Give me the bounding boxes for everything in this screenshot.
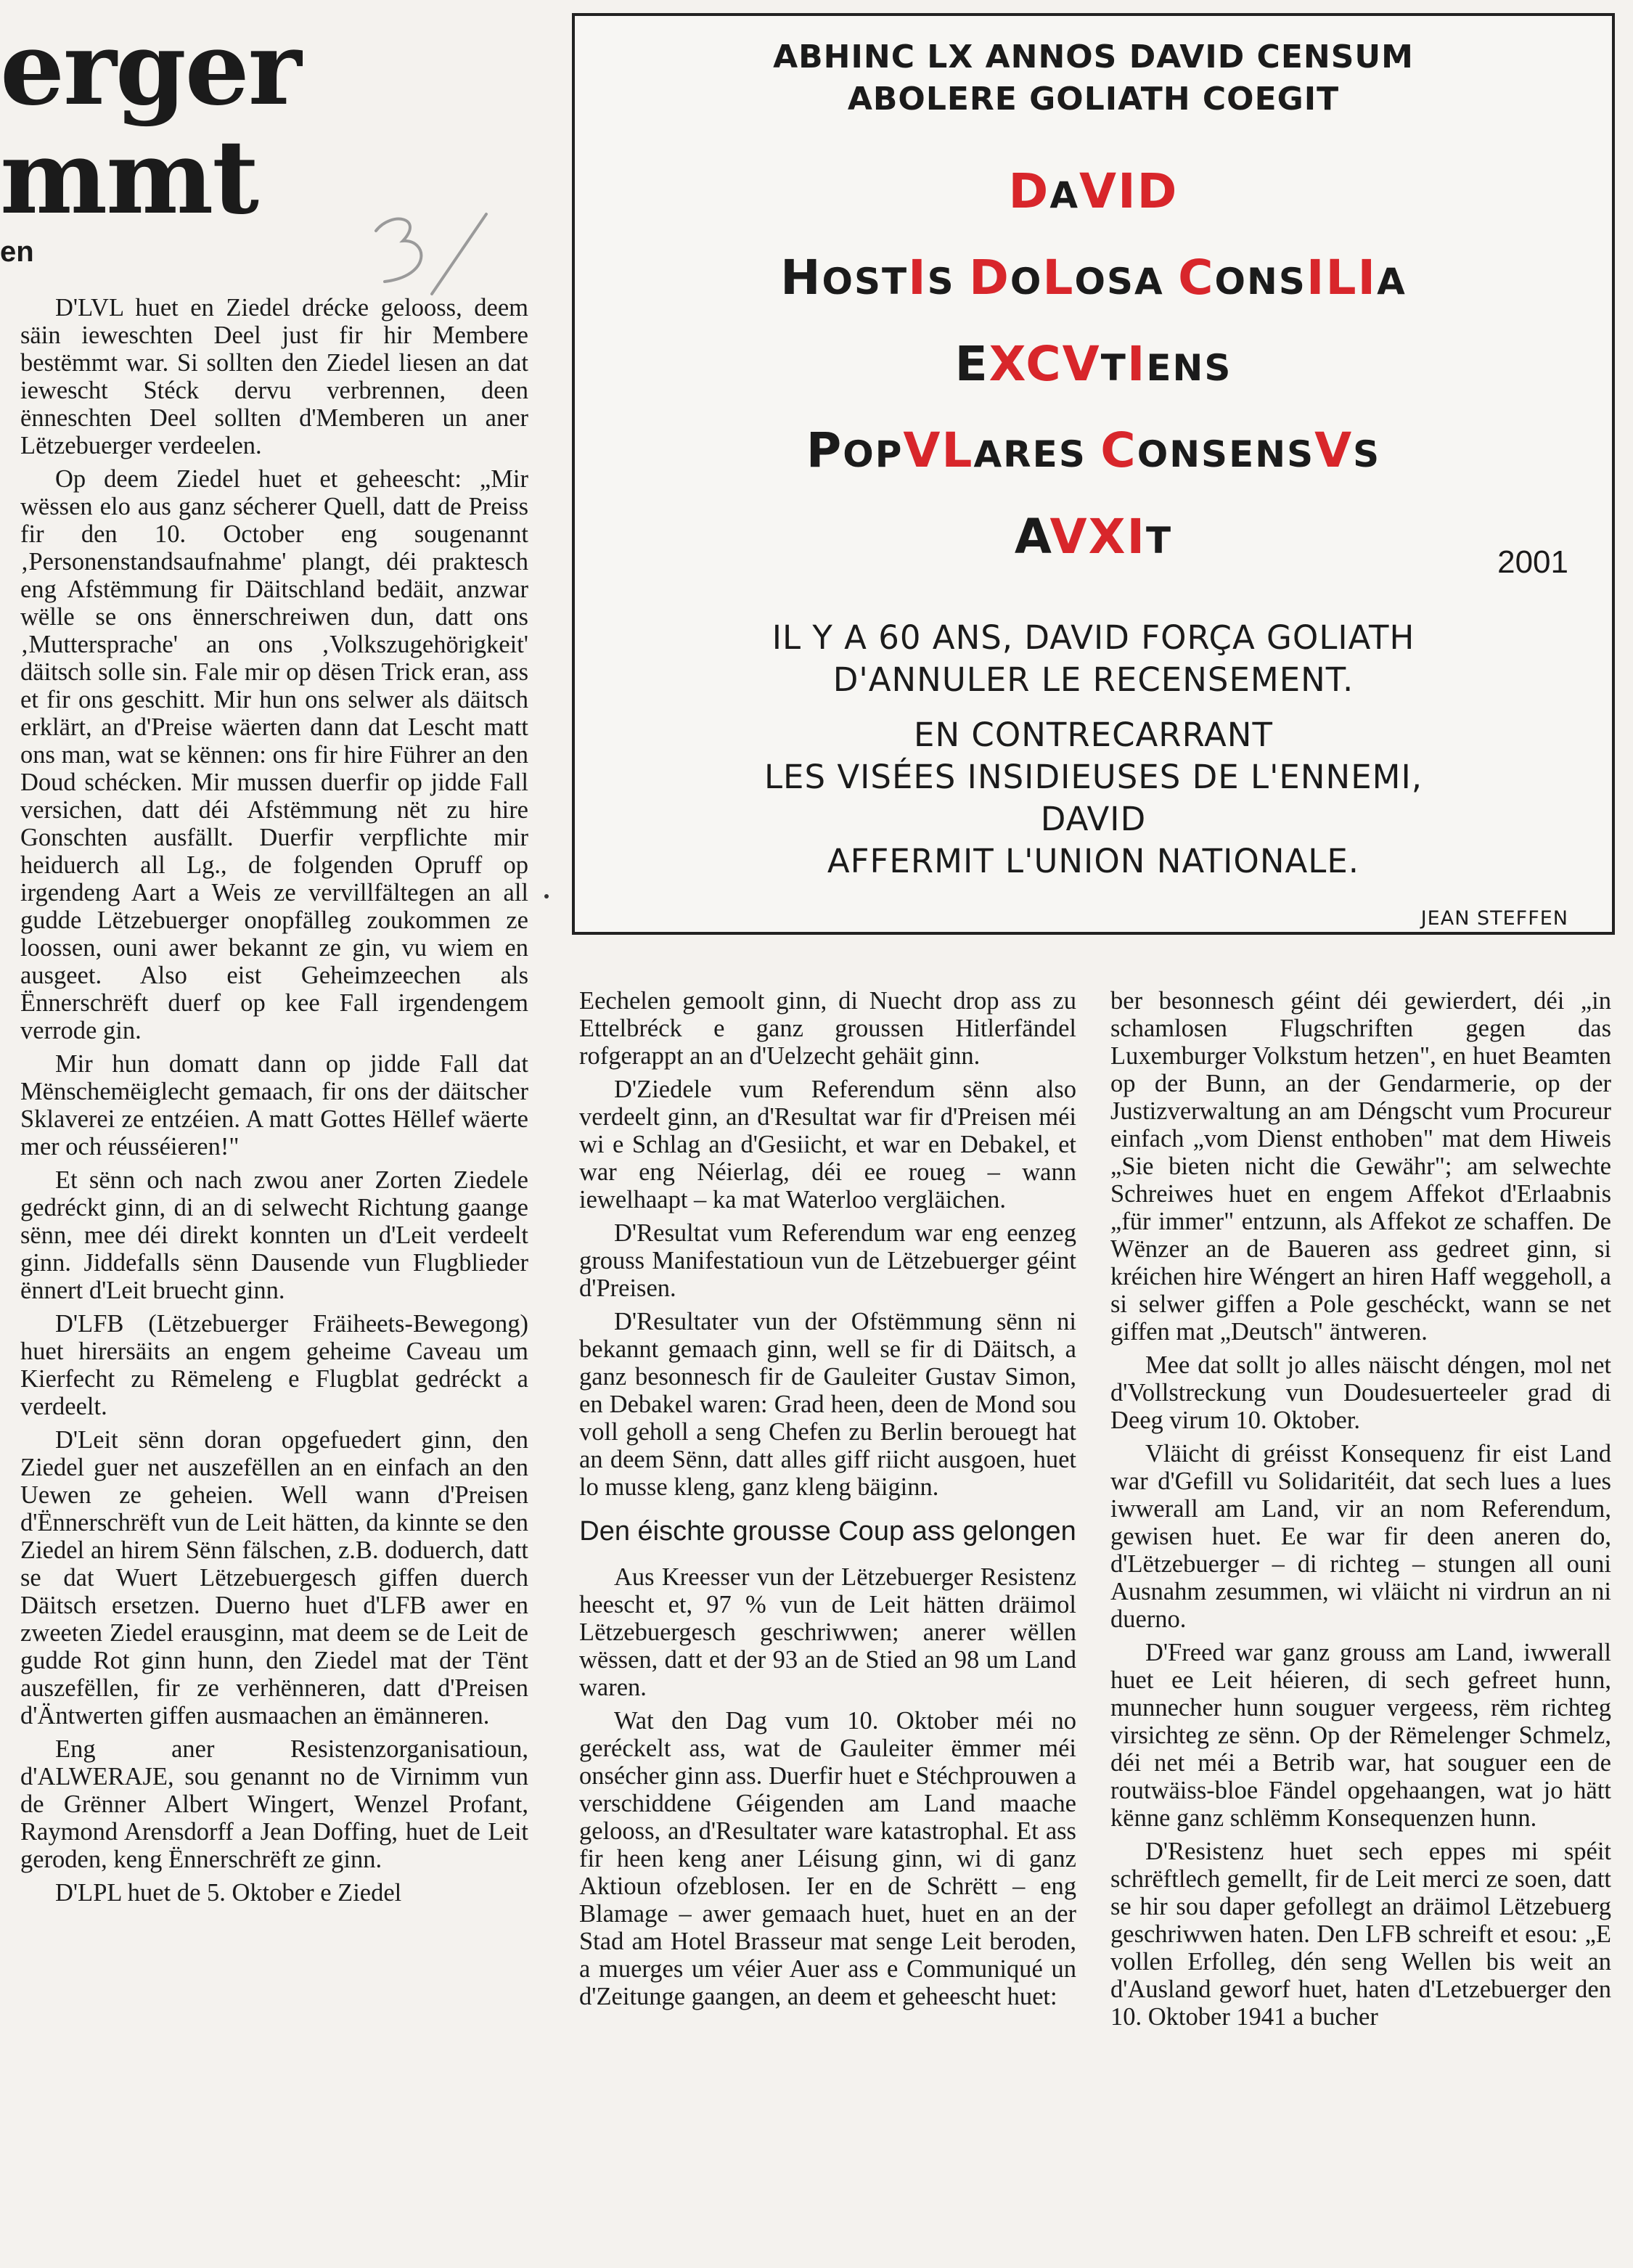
paragraph: Aus Kreesser vun der Lëtzebuerger Resistenz heescht et, 97 % vun de Leit hätten dräimol Lëtzebuergesch geschriwwen; anerer wëllen wëssen, datt et der 93 an de Stied an 98 um Land waren.	[579, 1563, 1076, 1701]
french-line: AFFERMIT L'UNION NATIONALE.	[827, 842, 1360, 880]
author: JEAN STEFFEN	[1420, 907, 1568, 930]
acrostic-line: POPVLARES CONSENSVS	[806, 422, 1381, 478]
paragraph: Eng aner Resistenzorganisatioun, d'ALWERAJE, sou genannt no de Virnimm vun de Grënner Albert Wingert, Wenzel Profant, Raymond Arensdorff a Jean Doffing, huet de Leit geroden, keng Ënnerschrëft ze ginn.	[20, 1735, 528, 1873]
paragraph: Op deem Ziedel huet et geheescht: „Mir wëssen elo aus ganz sécherer Quell, datt de Preiss fir den 10. October eng sougenannt ‚Personenstandsaufnahme' plangt, déi praktesch eng Afstëmmung fir Däitschland bedäit, anzwar wëlle se ons ënnerschreiwen dun, datt ons ‚Muttersprache' an ons ‚Volkszugehörigkeit' däitsch solle sin. Fale mir op dësen Trick eran, ass et fir ons geschitt. Mir hun ons selwer als däitsch erklärt, an d'Preise wäerten dann dat Lescht matt ons man, wat se kënnen: ons fir hire Führer an den Doud schécken. Mir mussen duerfir op jidde Fall versichen, datt déi Afstëmmung nët zu hire Gonschten ausfällt. Duerfir verpflichte mir heiduerch all Lg., de folgenden Opruff op irgendeng Aart a Weis ze vervillfältegen an all gudde Lëtzebuerger onopfälleg zoukommen ze loossen, ouni awer bekannt ze gin, vu wiem en ausgeet. Also eist Geheimzeechen als Ënnerschrëft duerf op kee Fall irgendengem verrode gin.	[20, 465, 528, 1044]
paragraph: D'Resultater vun der Ofstëmmung sënn ni bekannt gemaach ginn, well se fir di Däitsch, a ganz besonnesch fir de Gauleiter Gustav Simon, en Debakel waren: Grad heen, deen de Mond sou voll geholl a seng Chefen zu Berlin berouegt hat an deem Sënn, datt alles giff riicht ausgoen, huet lo musse kleng, ganz kleng bäiginn.	[579, 1308, 1076, 1501]
latin-intro-line: ABOLERE GOLIATH COEGIT	[847, 81, 1340, 118]
dot-mark	[544, 894, 549, 898]
paragraph: D'LPL huet de 5. Oktober e Ziedel	[55, 1879, 402, 1907]
acrostic-line: AVXIT	[1014, 509, 1173, 565]
paragraph: D'Resistenz huet sech eppes mi spéit schrëftlech gemellt, fir de Leit merci ze soen, datt se hir sou daper gefollegt an dräimol Lëtzebuerg geschriwwen haten. Den LFB schreift et esou: „E vollen Erfolleg, dén seng Wellen bis weit an d'Ausland geworf huet, haten d'Letzebuerger den 10. Oktober 1941 a bucher	[1110, 1838, 1611, 2031]
paragraph: Vläicht di gréisst Konsequenz fir eist Land war d'Gefill vu Solidaritéit, dat sech lues a lues iwwerall am Land, vir an nom Referendum, gewisen huet. Ee war fir deen aneren do, d'Lëtzebuerger – di richteg – stungen all ouni Ausnahm zesummen, wi vläicht ni virdrun an ni duerno.	[1110, 1440, 1611, 1633]
paragraph: D'LFB (Lëtzebuerger Fräiheets-Bewegong) huet hirersäits an engem geheime Caveau um Kierfecht zu Rëmeleng e Flugblat gedréckt a verdeelt.	[20, 1310, 528, 1420]
french-line: EN CONTRECARRANT	[914, 716, 1273, 754]
paragraph: Et sënn och nach zwou aner Zorten Ziedele gedréckt ginn, di an di selwecht Richtung gaange sënn, mee déi direkt konnten un d'Leit verdeelt ginn. Jiddefalls sënn Dausende vun Flugblieder ënnert d'Leit bruecht ginn.	[20, 1166, 528, 1304]
article-column-1	[20, 294, 528, 2264]
paragraph: Mir hun domatt dann op jidde Fall dat Mënschemëiglecht gemaach, fir ons der däitscher Sklaverei ze entzéien. A matt Gottes Hëllef wäerte mer och réusséieren!"	[20, 1050, 528, 1160]
paragraph: D'Resultat vum Referendum war eng eenzeg grouss Manifestatioun vun de Lëtzebuerger géint d'Preisen.	[579, 1219, 1076, 1302]
article-column-3	[1110, 987, 1611, 2264]
french-text	[575, 617, 1612, 883]
french-line: DAVID	[1040, 800, 1147, 838]
article-column-2	[579, 987, 1076, 2264]
headline-line-1: erger	[0, 9, 300, 128]
french-line: IL Y A 60 ANS, DAVID FORÇA GOLIATH	[772, 618, 1415, 657]
paragraph: Mee dat sollt jo alles näischt déngen, mol net d'Vollstreckung vun Doudesuerteeler grad di Deeg virum 10. Oktober.	[1110, 1351, 1611, 1434]
acrostic-line: HOSTIS DOLOSA CONSILIA	[780, 250, 1407, 306]
paragraph: D'LVL huet en Ziedel drécke gelooss, deem säin ieweschten Deel just fir hir Membere bestëmmt war. Si sollten den Ziedel liesen an dat iewescht Stéck dervu verbrennen, deen ënneschten Deel sollten d'Memberen un aner Lëtzebuerger verdeelen.	[20, 294, 528, 459]
french-line: LES VISÉES INSIDIEUSES DE L'ENNEMI,	[764, 758, 1423, 796]
paragraph: Eechelen gemoolt ginn, di Nuecht drop ass zu Ettelbréck e ganz groussen Hitlerfändel rofgerappt an an d'Uelzecht gehäit ginn.	[579, 987, 1076, 1070]
paragraph: Wat den Dag vum 10. Oktober méi no geréckelt ass, wat de Gauleiter ëmmer méi onsécher ginn ass. Duerfir huet e Stéchprouwen a verschiddene Géigenden am Land maache gelooss, an d'Resultater ware katastrophal. Et ass fir heen keng aner Léisung ginn, wi di ganz Aktioun ofzeblosen. Ier en de Schrëtt – eng Blamage – awer gemaach huet, huet en an der Stad am Hotel Brasseur mat senge Leit beroden, a muerges um véier Auer ass e Communiqué un d'Zeitunge gaangen, an deem et geheescht huet:	[579, 1707, 1076, 2010]
acrostic	[575, 150, 1612, 582]
memorial-box	[572, 13, 1615, 935]
paragraph: ber besonnesch géint déi gewierdert, déi „in schamlosen Flugschriften gegen das Luxemburger Volkstum hetzen", en huet Beamten op der Bunn, an der Gendarmerie, op der Justizverwaltung an am Déngscht vum Procureur einfach „vom Dienst enthoben" mat dem Hiweis „Sie bieten nicht die Gewähr"; am selwechte Schreiwes huet en engem Affekot d'Erlaabnis „für immer" entzunn, als Affekot ze schaffen. De Wënzer an de Baueren ass gedreet ginn, si kréichen hire Wéngert an hiren Haff weggeholl, a si selwer giffen a Pole geschéckt, wann se net giffen mat „Deutsch" äntweren.	[1110, 987, 1611, 1346]
headline-line-2: mmt	[0, 118, 258, 237]
french-line: D'ANNULER LE RECENSEMENT.	[832, 660, 1354, 699]
acrostic-line: DAVID	[1008, 163, 1179, 219]
headline	[0, 9, 300, 237]
handwritten-mark-icon	[363, 196, 508, 305]
latin-intro	[575, 36, 1612, 120]
paragraph: D'Freed war ganz grouss am Land, iwwerall huet ee Leit héieren, di sech gefreet hunn, munnecher hunn souguer vergeess, rëm richteg virsichteg ze sënn. Op der Rëmelenger Schmelz, déi net méi a Betrib war, hat souguer een de routwäiss-bloe Fändel opgehaangen, wat jo hätt kënne ganz schlëmm Konsequenzen hunn.	[1110, 1639, 1611, 1832]
subhead-fragment: en	[0, 236, 34, 268]
year: 2001	[1497, 544, 1568, 580]
latin-intro-line: ABHINC LX ANNOS DAVID CENSUM	[773, 38, 1414, 75]
section-subhead: Den éischte grousse Coup ass gelongen	[579, 1516, 1076, 1547]
paragraph: D'Leit sënn doran opgefuedert ginn, den Ziedel guer net auszefëllen an en einfach an den Uewen ze geheien. Well wann d'Preisen d'Ënnerschrëft vun de Leit hätten, da kinnte se den Ziedel an hirem Sënn fälschen, z.B. doduerch, datt se dat Wuert Lëtzebuergesch giffen duerch Däitsch ersetzen. Duerno huet d'LFB awer en zweeten Ziedel erausginn, mat deem se de Leit de gudde Rot ginn hunn, den Ziedel mat der Tënt auszefëllen, fir ze verhënneren, datt d'Preisen d'Äntwerten giffen ausmaachen an ëmänneren.	[20, 1426, 528, 1729]
acrostic-line: EXCVTIENS	[954, 336, 1232, 392]
paragraph: D'Ziedele vum Referendum sënn also verdeelt ginn, an d'Resultat war fir d'Preisen méi wi e Schlag an d'Gesiicht, et war en Debakel, et war eng Néierlag, déi ee roueg – wann iewelhaapt – ka mat Waterloo vergläichen.	[579, 1076, 1076, 1213]
